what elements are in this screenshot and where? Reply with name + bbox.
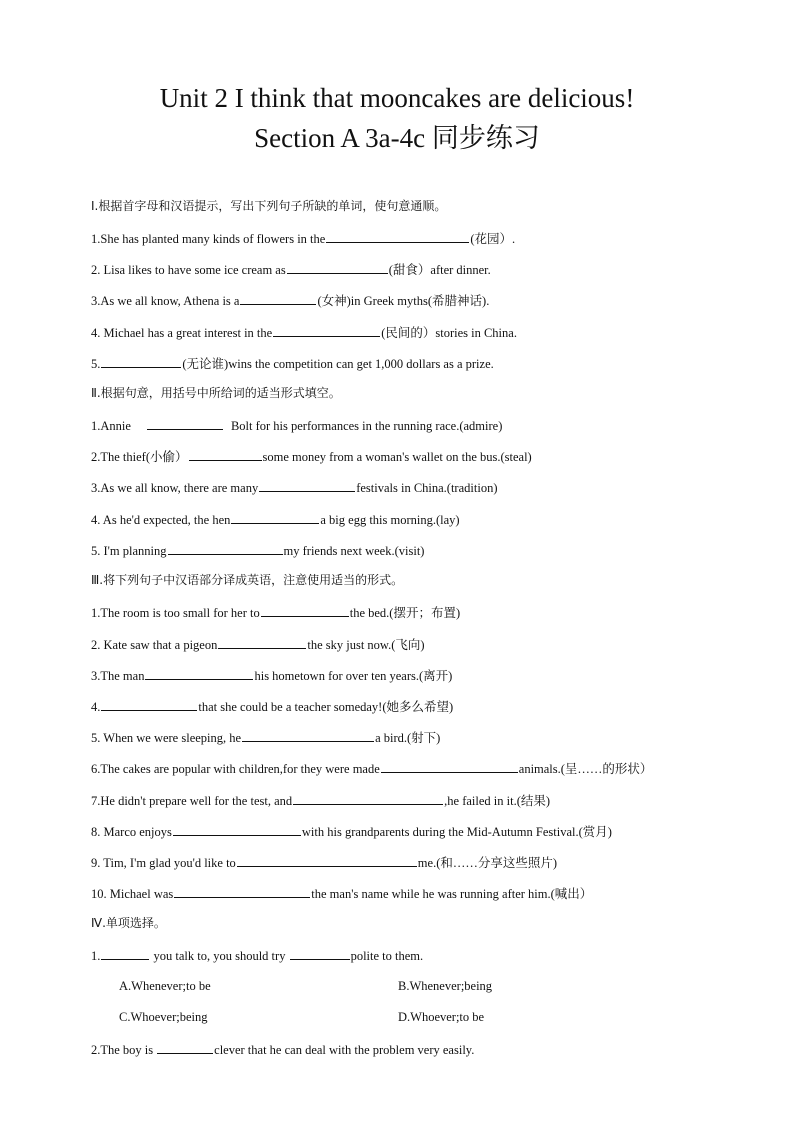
question-item: 1.Annie Bolt for his performances in the running race.(admire) <box>91 419 503 433</box>
title-line-2: Section A 3a-4c 同步练习 <box>254 123 540 153</box>
answer-blank[interactable] <box>261 605 349 617</box>
answer-blank[interactable] <box>381 761 518 773</box>
answer-blank[interactable] <box>145 668 253 680</box>
answer-blank[interactable] <box>273 325 380 337</box>
option-b[interactable]: B.Whenever;being <box>398 979 493 993</box>
option-c[interactable]: C.Whoever;being <box>119 1010 208 1024</box>
answer-blank[interactable] <box>287 262 388 274</box>
question-item: 10. Michael was the man's name while he was running after him.(喊出） <box>91 887 593 901</box>
question-item: 7.He didn't prepare well for the test, and ,he failed in it.(结果) <box>91 794 551 808</box>
option-a[interactable]: A.Whenever;to be <box>119 979 211 993</box>
question-item: 9. Tim, I'm glad you'd like to me.(和……分享这些照片) <box>91 856 558 870</box>
answer-blank[interactable] <box>259 480 355 492</box>
question-item: 3.The man his hometown for over ten years.(离开) <box>91 669 453 683</box>
section-3-heading: Ⅲ.将下列句子中汉语部分译成英语，注意使用适当的形式。 <box>91 573 404 587</box>
answer-blank[interactable] <box>189 449 262 461</box>
answer-blank[interactable] <box>101 948 149 960</box>
question-item: 2.The boy is clever that he can deal with the problem very easily. <box>91 1043 475 1057</box>
answer-blank[interactable] <box>326 231 469 243</box>
section-4-heading: Ⅳ.单项选择。 <box>91 916 166 930</box>
question-item: 1.The room is too small for her to the bed.(摆开；布置) <box>91 606 461 620</box>
question-item: 2.The thief(小偷） some money from a woman's wallet on the bus.(steal) <box>91 450 532 464</box>
question-item: 5. (无论谁)wins the competition can get 1,000 dollars as a prize. <box>91 357 494 371</box>
answer-blank[interactable] <box>101 356 181 368</box>
question-item: 5. When we were sleeping, he a bird.(射下) <box>91 731 441 745</box>
answer-blank[interactable] <box>231 512 319 524</box>
answer-blank[interactable] <box>174 886 310 898</box>
option-d[interactable]: D.Whoever;to be <box>398 1010 485 1024</box>
answer-blank[interactable] <box>173 824 301 836</box>
question-item: 4. As he'd expected, the hen a big egg this morning.(lay) <box>91 513 460 527</box>
question-item: 4. that she could be a teacher someday!(她多么希望) <box>91 700 454 714</box>
question-item: 1. you talk to, you should try polite to them. <box>91 949 424 963</box>
question-item: 2. Kate saw that a pigeon the sky just now.(飞向) <box>91 638 425 652</box>
answer-blank[interactable] <box>147 418 223 430</box>
answer-blank[interactable] <box>101 699 197 711</box>
question-item: 1.She has planted many kinds of flowers in the (花园）. <box>91 232 516 246</box>
question-item: 8. Marco enjoys with his grandparents during the Mid-Autumn Festival.(赏月) <box>91 825 612 839</box>
question-item: 2. Lisa likes to have some ice cream as (甜食）after dinner. <box>91 263 491 277</box>
answer-blank[interactable] <box>240 293 316 305</box>
answer-blank[interactable] <box>237 855 417 867</box>
question-item: 3.As we all know, there are many festivals in China.(tradition) <box>91 481 498 495</box>
question-item: 3.As we all know, Athena is a (女神)in Greek myths(希腊神话). <box>91 294 490 308</box>
section-1-heading: Ⅰ.根据首字母和汉语提示，写出下列句子所缺的单词，使句意通顺。 <box>91 199 447 213</box>
answer-blank[interactable] <box>157 1042 213 1054</box>
question-item: 6.The cakes are popular with children,for they were made animals.(呈……的形状） <box>91 762 653 776</box>
question-item: 4. Michael has a great interest in the (民间的）stories in China. <box>91 326 517 340</box>
answer-blank[interactable] <box>293 793 443 805</box>
answer-blank[interactable] <box>242 730 374 742</box>
answer-blank[interactable] <box>290 948 350 960</box>
question-item: 5. I'm planning my friends next week.(visit) <box>91 544 425 558</box>
section-2-heading: Ⅱ.根据句意，用括号中所给词的适当形式填空。 <box>91 386 341 400</box>
answer-blank[interactable] <box>218 637 306 649</box>
answer-blank[interactable] <box>168 543 283 555</box>
title-line-1: Unit 2 I think that mooncakes are delicious! <box>159 83 635 113</box>
